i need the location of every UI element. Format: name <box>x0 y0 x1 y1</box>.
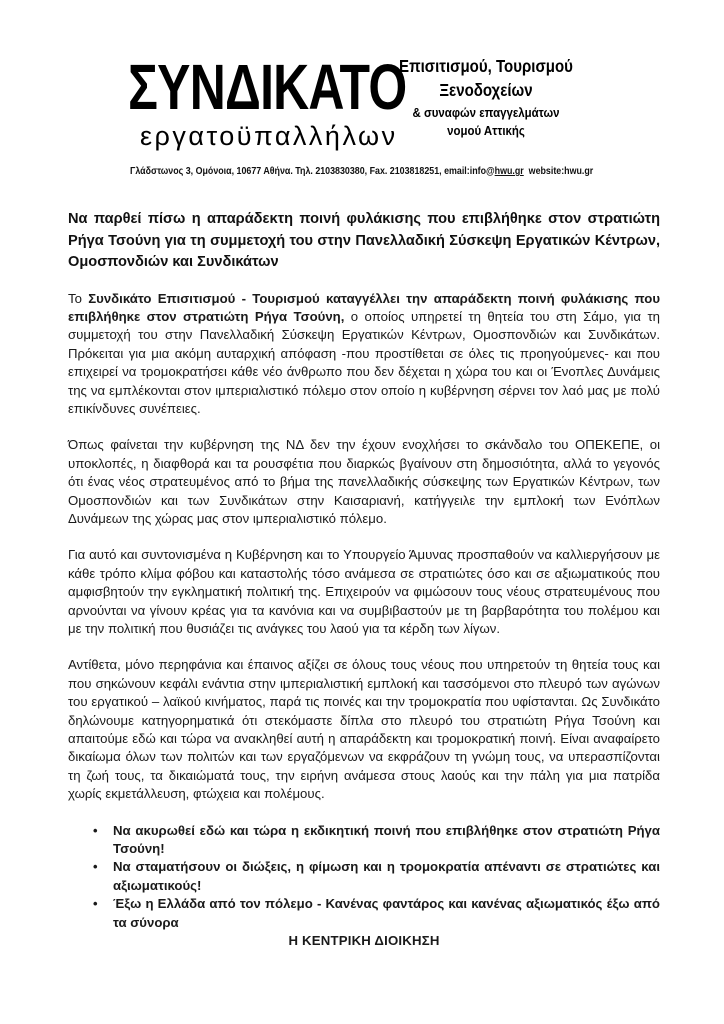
website-text: website:hwu.gr <box>528 165 594 177</box>
paragraph-2: Όπως φαίνεται την κυβέρνηση της ΝΔ δεν την έχουν ενοχλήσει το σκάνδαλο του ΟΠΕΚΕΠΕ, οι υποκλοπές, η διαφθορά και τα ρουσφέτια που διαρκώς βγαίνουν στη δημοσιότητα, αλλά το γεγονός ότι ένας νέος στρατευμένος από το βήμα της πανελλαδικής σύσκεψης των Εργατικών Κέντρων, των Ομοσπονδιών και των Συνδικάτων στην Καισαριανή, κατήγγειλε την εμπλοκή των Ενόπλων Δυνάμεων της χώρας μας στον ιμπεριαλιστικό πόλεμο. <box>68 437 660 526</box>
letterhead <box>0 0 724 190</box>
press-release-body <box>68 209 660 951</box>
bullet-icon: • <box>93 859 98 875</box>
paragraph-1-text: ο οποίος υπηρετεί τη θητεία του στη Σάμο, για τη συμμετοχή του στην Πανελλαδική Σύσκεψη Εργατικών Κέντρων, Ομοσπονδιών και Συνδικάτων. Πρόκειται για μια ακόμη αυταρχική απόφαση -που προστίθεται σε όλες τις προηγούμενες- και που επιχειρεί να τρομοκρατήσει κάθε νέο άνθρωπο που δεν δέχεται η χώρα του και οι Ένοπλες Δυνάμεις της να εμπλέκονται στον ιμπεριαλιστικό πόλεμο στον οποίο η κυβέρνηση σέρνει τον λαό μας με πολύ επικίνδυνες συνέπειες. <box>68 308 660 416</box>
union-sector-block <box>380 54 592 140</box>
demand-item <box>93 858 660 895</box>
demand-item <box>93 895 660 932</box>
demand-text: Έξω η Ελλάδα από τον πόλεμο - Κανένας φαντάρος και κανένας αξιωματικός έξω από τα σύνορα <box>113 896 660 930</box>
sector-line-1: Επισιτισμού, Τουρισμού <box>399 56 573 76</box>
paragraph-1-lead: Το <box>68 290 89 306</box>
demand-text: Να ακυρωθεί εδώ και τώρα η εκδικητική ποινή που επιβλήθηκε στον στρατιώτη Ρήγα Τσούνη! <box>113 822 660 857</box>
paragraph-1-bold: Συνδικάτο Επισιτισμού - Τουρισμού καταγγέλλει την απαράδεκτη ποινή φυλάκισης που επιβλήθηκε στον στρατιώτη Ρήγα Τσούνη, <box>68 290 660 324</box>
demand-text: Να σταματήσουν οι διώξεις, η φίμωση και η τρομοκρατία απέναντι σε στρατιώτες και αξιωματικούς! <box>113 859 660 893</box>
paragraph-3: Για αυτό και συντονισμένα η Κυβέρνηση και το Υπουργείο Άμυνας προσπαθούν να καλλιεργήσουν με κάθε τρόπο κλίμα φόβου και καταστολής τόσο ανάμεσα σε στρατιώτες όσο και σε αξιωματικούς που αμφισβητούν την εγκληματική πολιτική της. Επιχειρούν να φιμώσουν τους νέους στρατευμένους που αρνούνται να γίνουν κρέας για τα κανόνια και να συμβιβαστούν με τη βαρβαρότητα του πολέμου και με την πολιτική που θυσιάζει τις ανάγκες του λαού για τα κέρδη των λίγων. <box>68 547 660 636</box>
demands-list <box>68 822 660 932</box>
union-subtitle: εργατοϋπαλλήλων <box>140 121 398 151</box>
demand-item <box>93 822 660 859</box>
email-link[interactable]: hwu.gr <box>494 165 524 177</box>
signature: Η ΚΕΝΤΡΙΚΗ ΔΙΟΙΚΗΣΗ <box>288 933 440 949</box>
sector-line-3: & συναφών επαγγελμάτων <box>412 105 560 120</box>
address-text: Γλάδστωνος 3, Ομόνοια, 10677 Αθήνα. Τηλ. 2103830380, Fax. 2103818251, email:info@ <box>130 165 495 177</box>
contact-line <box>130 164 593 178</box>
sector-line-4: νομού Αττικής <box>447 123 525 138</box>
union-name: ΣΥΝΔΙΚΑΤΟ <box>128 51 407 123</box>
bullet-icon: • <box>93 822 98 838</box>
headline: Να παρθεί πίσω η απαράδεκτη ποινή φυλάκισης που επιβλήθηκε στον στρατιώτη Ρήγα Τσούνη για τη συμμετοχή του στην Πανελλαδική Σύσκεψη Εργατικών Κέντρων, Ομοσπονδιών και Συνδικάτων <box>68 211 660 270</box>
paragraph-1 <box>68 290 660 419</box>
bullet-icon: • <box>93 896 98 912</box>
sector-line-2: Ξενοδοχείων <box>439 80 533 100</box>
paragraph-4: Αντίθετα, μόνο περηφάνια και έπαινος αξίζει σε όλους τους νέους που υπηρετούν τη θητεία τους και που σηκώνουν κεφάλι ενάντια στην ιμπεριαλιστική εμπλοκή και τασσόμενοι στο πλευρό των αγώνων του εργατικού – λαϊκού κινήματος, παρά τις ποινές και την τρομοκρατία που υφίστανται. Ως Συνδικάτο δηλώνουμε κατηγορηματικά ότι στεκόμαστε δίπλα στο πλευρό του στρατιώτη Ρήγα Τσούνη και απαιτούμε εδώ και τώρα να ανακληθεί αυτή η απαράδεκτη και τρομοκρατική ποινή. Είναι αναφαίρετο δικαίωμα όλων των πολιτών και των εργαζόμενων να εκφράζουν τη γνώμη τους, να υπερασπίζονται τη ζωή τους, τα δικαιώματά τους, την ειρήνη ανάμεσα στους λαούς και την πάλη για μια πατρίδα χωρίς εκμετάλλευση, φτώχεια και πολέμους. <box>68 657 660 802</box>
